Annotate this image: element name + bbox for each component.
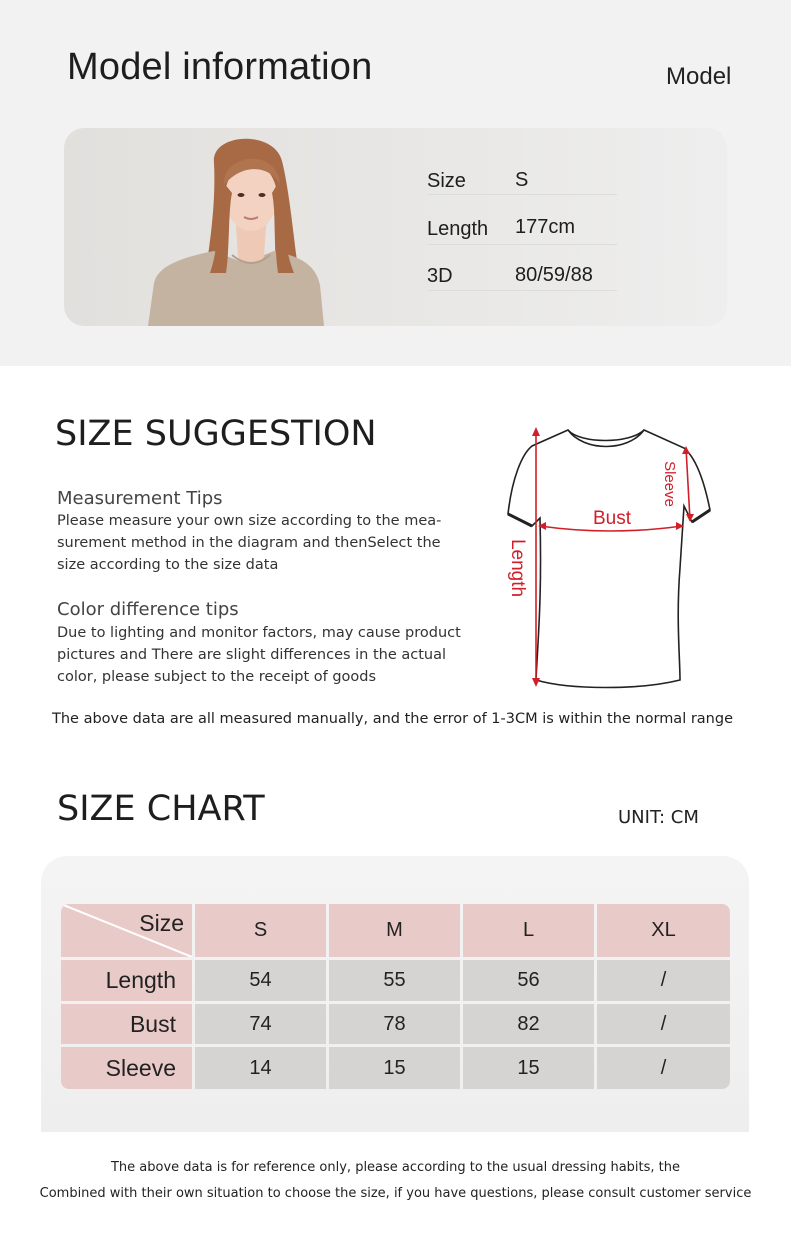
unit-label: UNIT: CM: [618, 807, 699, 828]
model-label: Model: [666, 63, 732, 90]
size-chart-title: SIZE CHART: [57, 789, 265, 829]
table-cell: 82: [463, 1004, 594, 1044]
table-cell: 56: [463, 960, 594, 1001]
spec-3d-label: 3D: [427, 265, 453, 287]
tshirt-cuff-right: [692, 510, 710, 522]
size-table: [61, 904, 730, 1089]
spec-3d-value: 80/59/88: [515, 264, 593, 286]
table-cell: 74: [195, 1004, 326, 1044]
table-cell: 15: [329, 1047, 460, 1089]
table-cell: /: [597, 1004, 730, 1044]
spec-divider: [427, 244, 617, 245]
table-cell: /: [597, 960, 730, 1001]
text-line: Due to lighting and monitor factors, may cause product: [57, 625, 461, 641]
text-line: surement method in the diagram and thenSelect the: [57, 535, 441, 551]
footer-note-line-1: The above data is for reference only, please according to the usual dressing habits, the: [110, 1160, 680, 1175]
row-label-sleeve: Sleeve: [61, 1047, 192, 1089]
size-suggestion-title: SIZE SUGGESTION: [55, 414, 377, 454]
tshirt-collar: [568, 430, 644, 447]
text-line: pictures and There are slight differences in the actual: [57, 647, 447, 663]
table-corner-cell: [61, 904, 192, 957]
arrow-head: [532, 427, 540, 436]
row-label-length: Length: [61, 960, 192, 1001]
length-label: Length: [507, 538, 528, 598]
tshirt-outline: [508, 430, 710, 688]
footer-note-line-2: Combined with their own situation to choose the size, if you have questions, please consult customer service: [39, 1186, 752, 1201]
tshirt-cuff-left: [508, 514, 532, 526]
size-header-s: S: [195, 904, 326, 957]
table-cell: /: [597, 1047, 730, 1089]
arrow-head: [538, 522, 546, 530]
table-cell: 78: [329, 1004, 460, 1044]
text-line: size according to the size data: [57, 557, 279, 573]
color-tips-heading: Color difference tips: [57, 599, 239, 620]
model-information-title: Model information: [67, 46, 373, 88]
measurement-tips-heading: Measurement Tips: [57, 488, 223, 509]
tshirt-measurement-diagram: [500, 418, 720, 693]
row-label-bust: Bust: [61, 1004, 192, 1044]
spec-length-value: 177cm: [515, 216, 576, 238]
spec-divider: [427, 194, 617, 195]
size-header-m: M: [329, 904, 460, 957]
spec-size-value: S: [515, 169, 529, 191]
spec-length-label: Length: [427, 218, 489, 240]
size-header-xl: XL: [597, 904, 730, 957]
measurement-note: The above data are all measured manually, and the error of 1-3CM is within the normal range: [52, 711, 733, 727]
spec-size-label: Size: [427, 170, 466, 192]
corner-size-label: Size: [139, 910, 184, 936]
arrow-head: [532, 678, 540, 687]
table-cell: 14: [195, 1047, 326, 1089]
text-line: Please measure your own size according to the mea-: [57, 513, 442, 529]
model-card: [64, 128, 727, 326]
bust-label: Bust: [592, 508, 632, 529]
spec-divider: [427, 290, 617, 291]
color-tips-text: [57, 622, 461, 688]
measurement-tips-text: [57, 510, 441, 576]
model-photo: [144, 133, 334, 326]
table-cell: 55: [329, 960, 460, 1001]
table-cell: 15: [463, 1047, 594, 1089]
text-line: color, please subject to the receipt of goods: [57, 669, 377, 685]
sleeve-label: Sleeve: [661, 461, 678, 507]
size-header-l: L: [463, 904, 594, 957]
sleeve-arrow: [686, 448, 690, 520]
table-cell: 54: [195, 960, 326, 1001]
